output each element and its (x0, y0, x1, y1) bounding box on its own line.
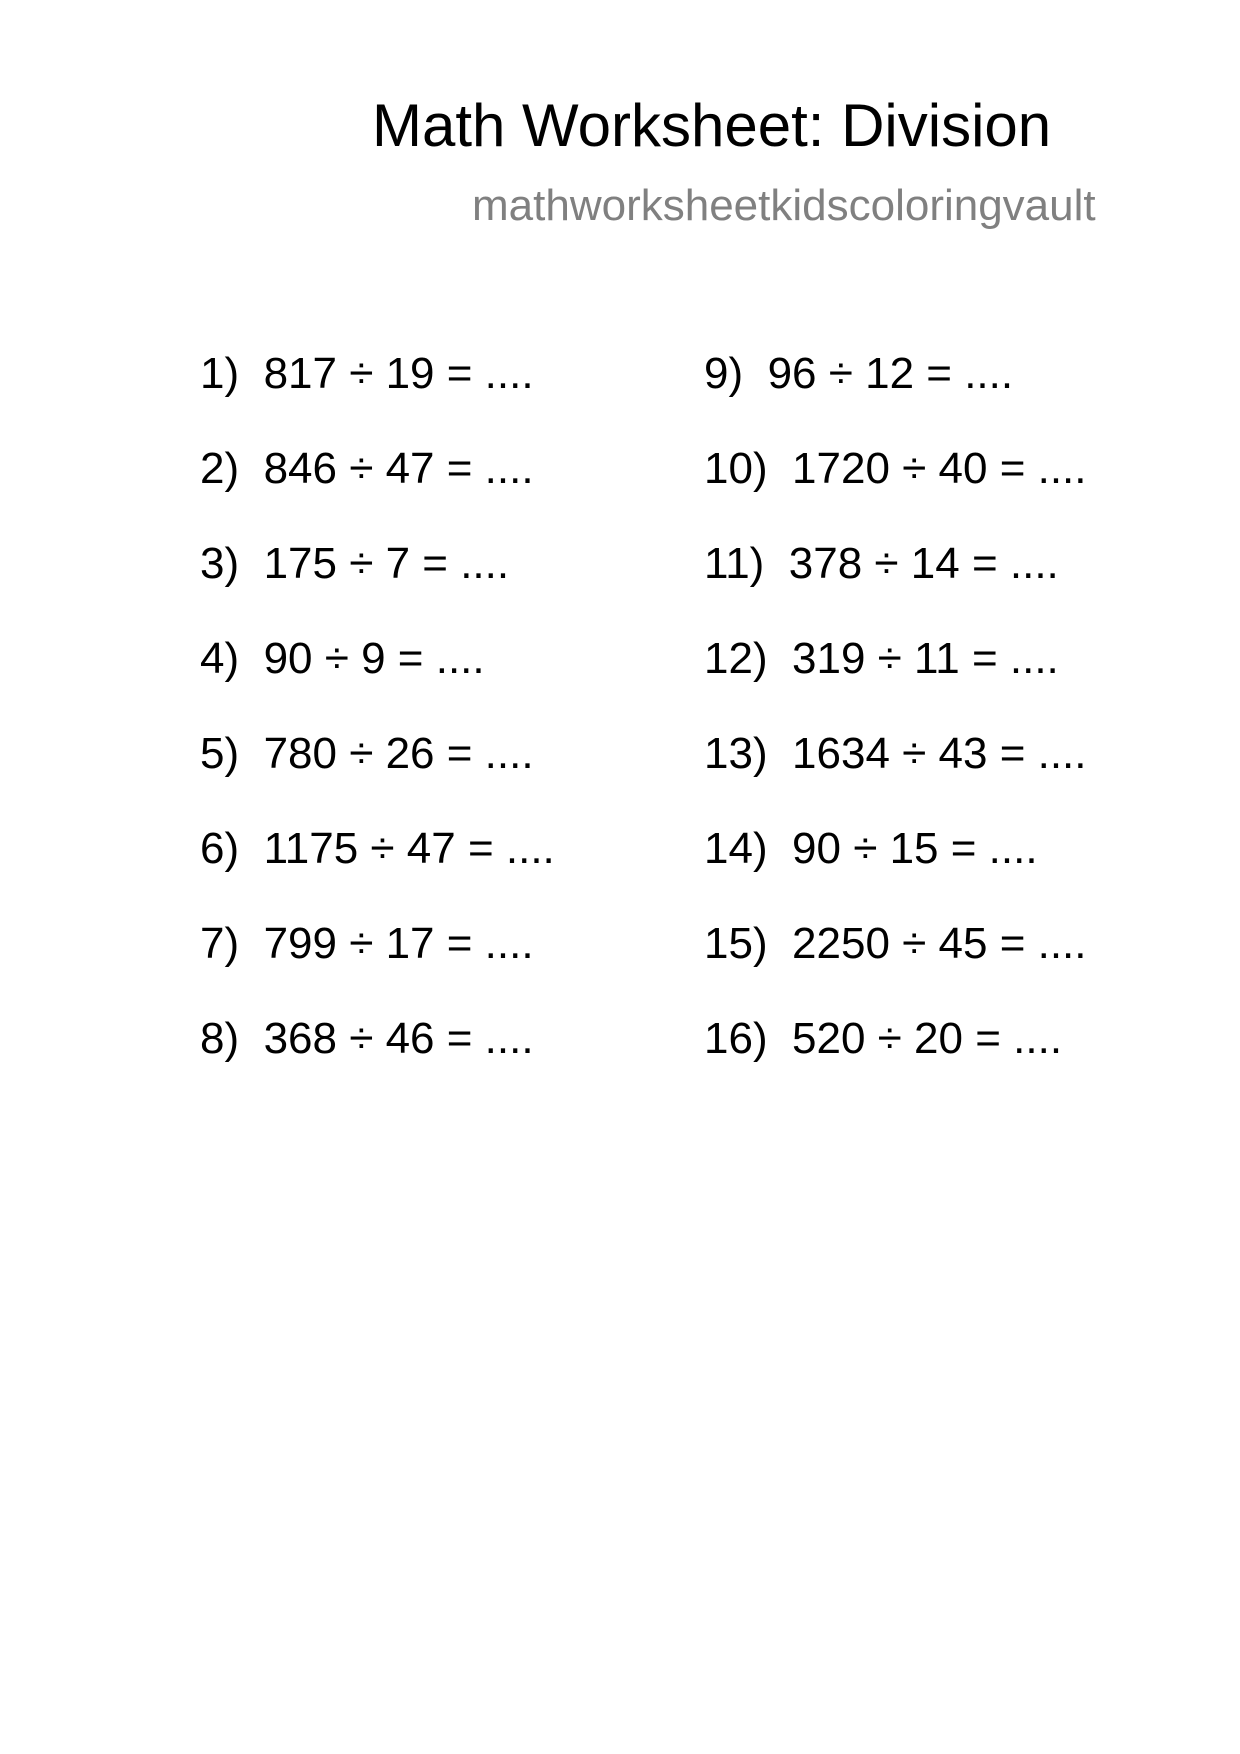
problem-item: 15) 2250 ÷ 45 = .... (704, 919, 1087, 968)
problem-item: 1) 817 ÷ 19 = .... (200, 349, 534, 398)
problem-item: 3) 175 ÷ 7 = .... (200, 539, 510, 588)
problem-item: 14) 90 ÷ 15 = .... (704, 824, 1038, 873)
problem-item: 9) 96 ÷ 12 = .... (704, 349, 1014, 398)
problem-list-left (200, 349, 555, 1112)
problem-item: 2) 846 ÷ 47 = .... (200, 444, 534, 493)
page-subtitle: mathworksheetkidscoloringvault (472, 181, 1096, 230)
problem-item: 6) 1175 ÷ 47 = .... (200, 824, 555, 873)
problem-list-right (704, 349, 1087, 1112)
problem-item: 16) 520 ÷ 20 = .... (704, 1014, 1063, 1063)
problem-item: 5) 780 ÷ 26 = .... (200, 729, 534, 778)
problem-item: 8) 368 ÷ 46 = .... (200, 1014, 534, 1063)
problem-item: 12) 319 ÷ 11 = .... (704, 634, 1059, 683)
problem-item: 7) 799 ÷ 17 = .... (200, 919, 534, 968)
problem-item: 11) 378 ÷ 14 = .... (704, 539, 1059, 588)
problem-item: 4) 90 ÷ 9 = .... (200, 634, 485, 683)
problem-item: 13) 1634 ÷ 43 = .... (704, 729, 1087, 778)
problem-item: 10) 1720 ÷ 40 = .... (704, 444, 1087, 493)
page-title: Math Worksheet: Division (372, 92, 1052, 159)
